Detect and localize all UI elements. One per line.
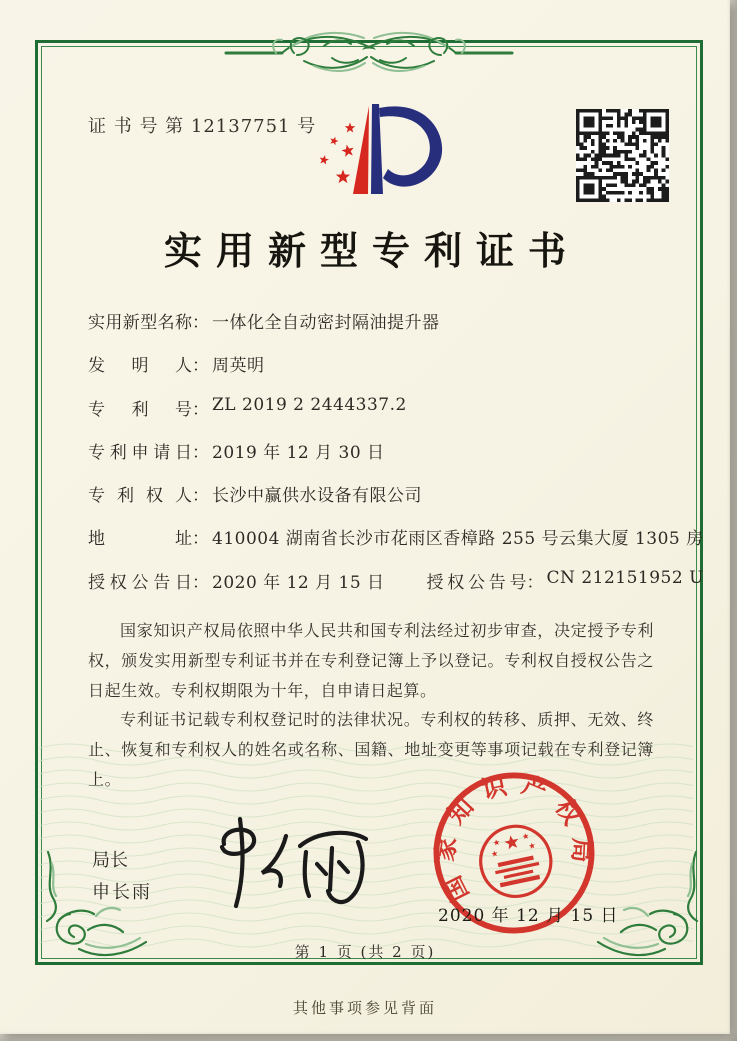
field-colon: ： <box>192 572 209 593</box>
back-side-note: 其他事项参见背面 <box>292 999 437 1017</box>
field-value: 周英明 <box>212 356 265 377</box>
commissioner-signature <box>200 812 385 912</box>
field-row <box>88 351 668 394</box>
field-row <box>88 567 704 611</box>
field-colon: ： <box>192 486 209 507</box>
svg-text:国家知识产权局: 国家知识产权局 <box>429 768 598 907</box>
field-label: 授权公告号 <box>426 572 527 593</box>
field-row <box>88 481 668 524</box>
cnipa-logo-icon <box>293 98 451 206</box>
field-row <box>88 524 704 567</box>
field-row <box>88 308 668 351</box>
field-colon: ： <box>192 356 209 377</box>
field-colon: ： <box>526 572 544 593</box>
field-label: 专利号 <box>88 399 192 420</box>
field-row <box>88 395 668 438</box>
certificate-number: 证 书 号 第 12137751 号 <box>88 116 317 137</box>
field-colon: ： <box>192 399 209 420</box>
field-value: 2020 年 12 月 15 日 <box>212 572 385 593</box>
qr-code-icon <box>576 109 669 202</box>
field-label: 专利申请日 <box>88 442 192 463</box>
top-flourish-ornament-icon <box>224 22 514 84</box>
national-emblem-icon <box>474 820 557 903</box>
body-paragraph: 专利证书记载专利权登记时的法律状况。专利权的转移、质押、无效、终止、恢复和专利权人的姓名或名称、国籍、地址变更等事项记载在专利登记簿上。 <box>88 710 654 789</box>
field-colon: ： <box>192 442 209 463</box>
seal-date: 2020 年 12 月 15 日 <box>438 906 619 926</box>
field-value: CN 212151952 U <box>546 567 704 588</box>
field-value: ZL 2019 2 2444337.2 <box>212 394 407 415</box>
field-label: 实用新型名称 <box>88 313 192 333</box>
field-label: 地址 <box>88 529 192 550</box>
photo-edge-bottom <box>0 1031 737 1041</box>
signer-name: 申长雨 <box>92 882 152 903</box>
fields-section <box>88 308 704 611</box>
field-label: 授权公告日 <box>88 572 192 593</box>
field-row <box>88 438 668 481</box>
body-paragraph: 国家知识产权局依照中华人民共和国专利法经过初步审查，决定授予专利权，颁发实用新型专利证书并在专利登记簿上予以登记。专利权自授权公告之日起生效。专利权期限为十年，自申请日起算。 <box>88 621 654 700</box>
field-value: 长沙中赢供水设备有限公司 <box>212 486 422 507</box>
photo-edge-right <box>727 0 737 1041</box>
field-colon: ： <box>192 529 209 550</box>
field-colon: ： <box>192 313 209 333</box>
field-value: 410004 湖南省长沙市花雨区香樟路 255 号云集大厦 1305 房 <box>212 529 704 550</box>
field-value: 一体化全自动密封隔油提升器 <box>212 313 440 333</box>
page-number: 第 1 页 (共 2 页) <box>294 943 436 961</box>
certificate-title: 实用新型专利证书 <box>163 228 580 273</box>
field-label: 专利权人 <box>88 486 192 507</box>
field-label: 发明人 <box>88 356 192 377</box>
signer-title: 局长 <box>92 850 128 871</box>
field-value: 2019 年 12 月 30 日 <box>212 442 385 463</box>
